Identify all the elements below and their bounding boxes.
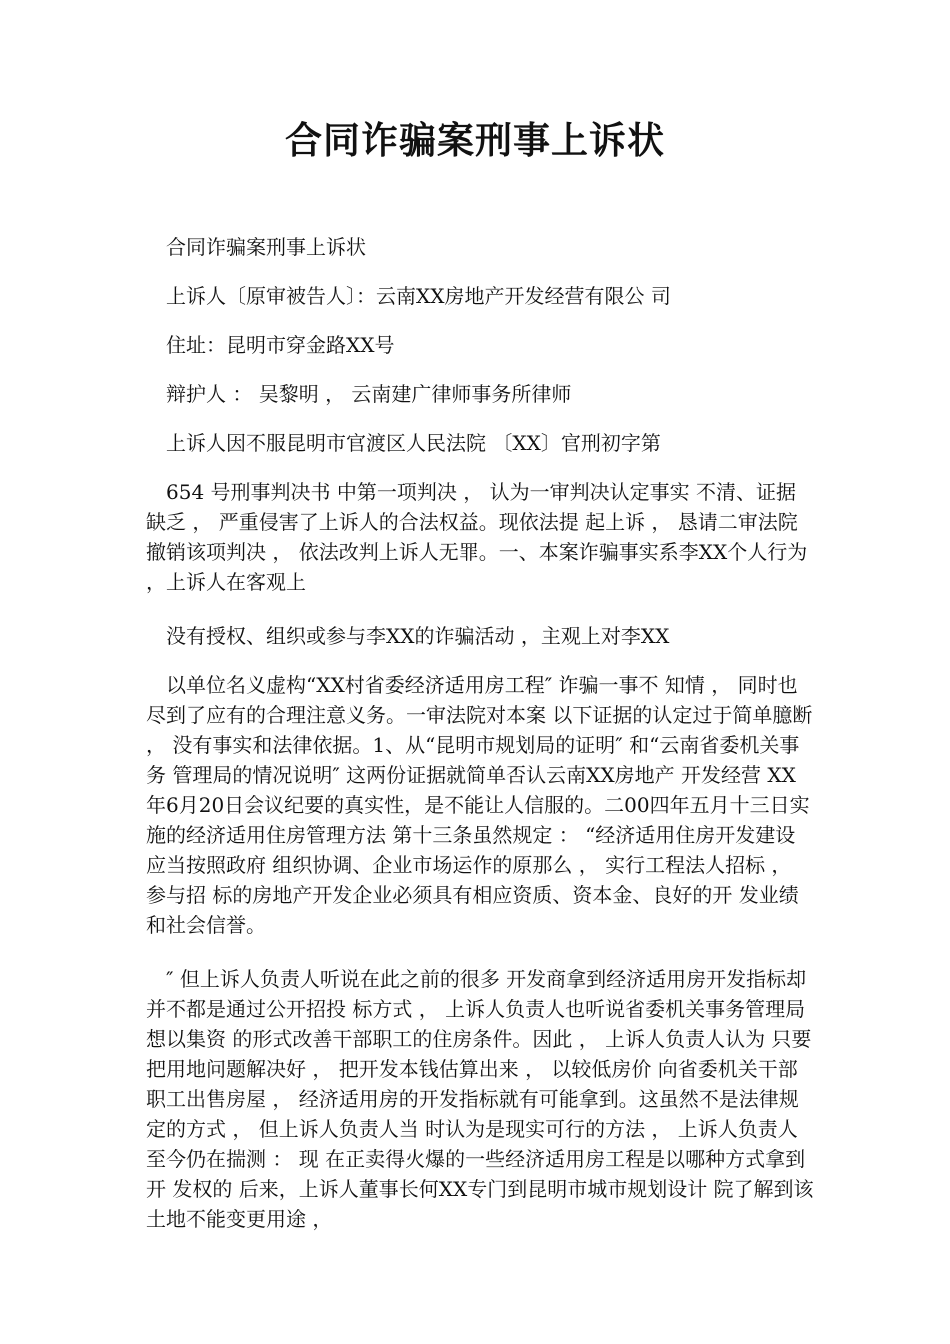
paragraph-address: 住址：昆明市穿金路XX号	[166, 333, 395, 357]
paragraph-heading: 合同诈骗案刑事上诉状	[166, 235, 366, 259]
paragraph-no-authorization: 没有授权、组织或参与李XX的诈骗活动 ，主观上对李XX	[166, 624, 670, 648]
paragraph-appellant: 上诉人〔原审被告人〕：云南XX房地产开发经营有限公 司	[166, 284, 671, 308]
paragraph-judgment: 654 号刑事判决书 中第一项判决 ， 认为一审判决认定事实 不清、证据缺乏 ， 严重侵害了上诉人的合法权益。现依法提 起上诉 ， 恳请二审法院撤销该项判决 ， 依法改判上诉人无罪。一、本案诈骗事实系李XX个人行为 ，上诉人在客观上	[146, 480, 808, 594]
paragraph-explanation: ″ 但上诉人负责人听说在此之前的很多 开发商拿到经济适用房开发指标却并不都是通过公开招投 标方式 ， 上诉人负责人也听说省委机关事务管理局想以集资 的形式改善干部职工的住房条件。因此 ， 上诉人负责人认为 只要把用地问题解决好 ， 把开发本钱估算出来 ， 以较低房价 向省委机关干部职工出售房屋 ， 经济适用房的开发指标就有可能拿到。这虽然不是法律规定的方式 ， 但上诉人负责人当 时认为是现实可行的方法 ， 上诉人负责人至今仍在揣测 ： 现 在正卖得火爆的一些经济适用房工程是以哪种方式拿到开 发权的 后来，上诉人董事长何XX专门到昆明市城市规划设计 院了解到该土地不能变更用途 ，	[146, 967, 814, 1231]
paragraph-evidence: 以单位名义虚构“XX村省委经济适用房工程″ 诈骗一事不 知情 ， 同时也尽到了应有的合理注意义务。一审法院对本案 以下证据的认定过于简单臆断 ， 没有事实和法律依据。1、从“昆明市规划局的证明″ 和“云南省委机关事务 管理局的情况说明″ 这两份证据就简单否认云南XX房地产 开发经营 XX年6月20日会议纪要的真实性，是不能让人信服的。二00四年五月十三日实施的经济适用住房管理方法 第十三条虽然规定 ： “经济适用住房开发建设应当按照政府 组织协调、企业市场运作的原那么 ， 实行工程法人招标 ， 参与招 标的房地产开发企业必须具有相应资质、资本金、良好的开 发业绩和社会信誉。	[146, 673, 813, 937]
document-body	[146, 232, 814, 1258]
paragraph-appeal-intro: 上诉人因不服昆明市官渡区人民法院 〔XX〕官刑初字第	[166, 431, 661, 455]
paragraph-defender: 辩护人 ： 吴黎明 ， 云南建广律师事务所律师	[166, 382, 572, 406]
document-title: 合同诈骗案刑事上诉状	[285, 118, 665, 162]
